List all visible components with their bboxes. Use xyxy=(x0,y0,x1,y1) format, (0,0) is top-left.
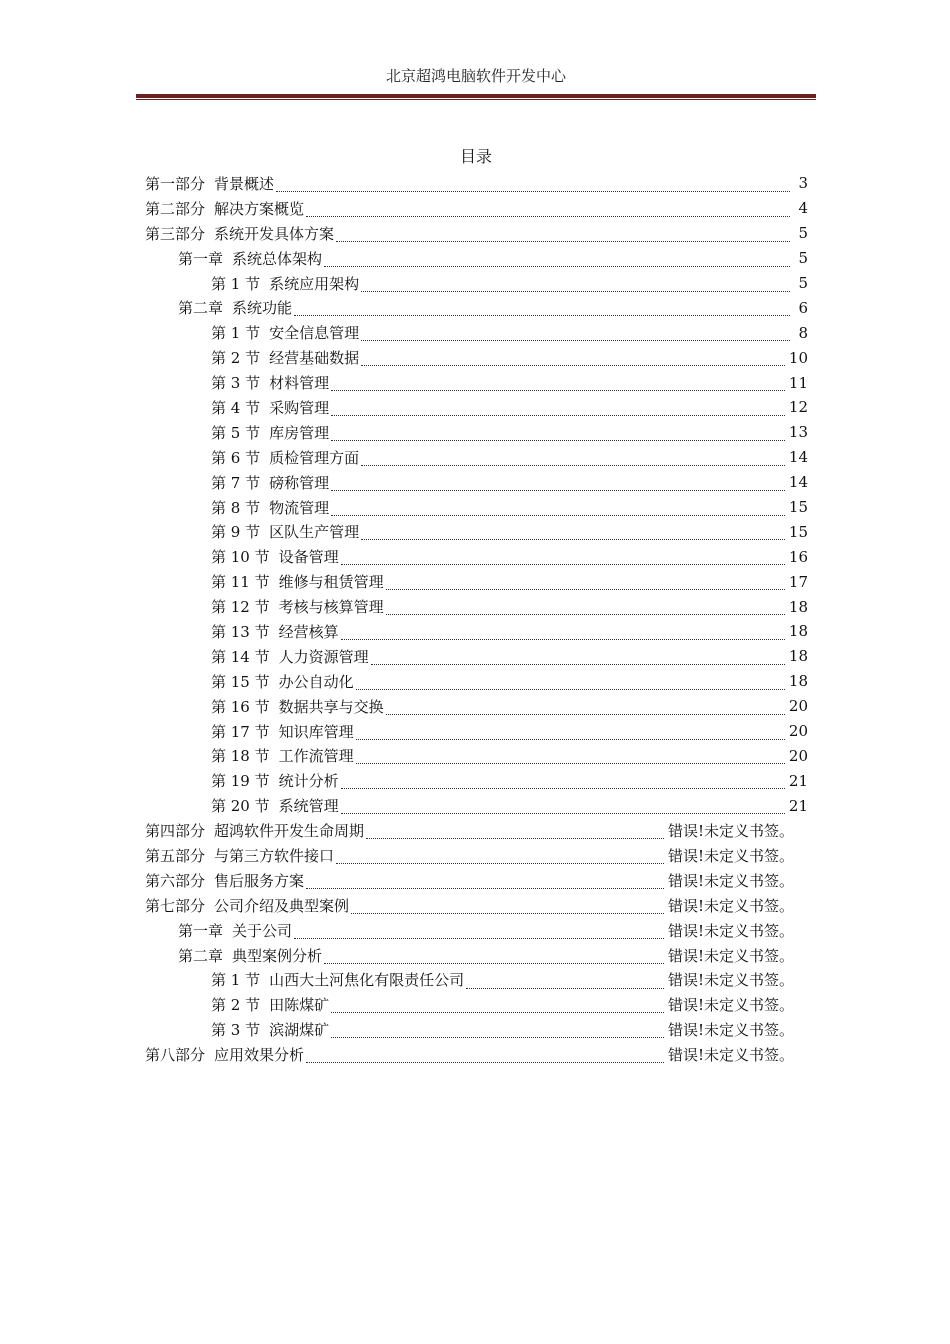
toc-dot-leader xyxy=(294,301,790,316)
toc-entry[interactable] xyxy=(145,719,808,744)
toc-entry-page: 6 xyxy=(798,298,808,317)
toc-entry-number: 第 16 节 xyxy=(211,697,270,716)
toc-entry-number: 第 3 节 xyxy=(211,374,261,393)
toc-dot-leader xyxy=(341,774,785,789)
toc-entry-page: 错误!未定义书签。 xyxy=(668,996,795,1015)
toc-entry-page: 错误!未定义书签。 xyxy=(668,896,795,915)
toc-entry-page: 5 xyxy=(798,274,808,292)
toc-entry-page: 12 xyxy=(788,398,808,417)
toc-dot-leader xyxy=(341,799,785,814)
toc-entry-page: 10 xyxy=(788,348,808,367)
toc-entry-label: 材料管理 xyxy=(269,374,330,393)
toc-entry-number: 第 7 节 xyxy=(211,473,261,492)
toc-entry-number: 第 2 节 xyxy=(211,996,261,1015)
toc-entry-number: 第 12 节 xyxy=(211,598,270,617)
toc-dot-leader xyxy=(386,600,785,615)
toc-entry-page: 错误!未定义书签。 xyxy=(668,946,795,965)
toc-dot-leader xyxy=(306,1048,664,1063)
toc-entry-page: 错误!未定义书签。 xyxy=(668,1021,795,1040)
toc-entry[interactable] xyxy=(145,843,808,868)
toc-dot-leader xyxy=(336,227,790,242)
toc-entry-number: 第一章 xyxy=(178,249,224,268)
toc-entry[interactable] xyxy=(145,295,808,320)
toc-entry[interactable] xyxy=(145,1017,808,1042)
toc-entry-page: 错误!未定义书签。 xyxy=(668,871,795,890)
toc-entry[interactable] xyxy=(145,519,808,544)
toc-entry-number: 第 13 节 xyxy=(211,622,270,641)
toc-entry-label: 滨湖煤矿 xyxy=(269,1021,330,1040)
toc-dot-leader xyxy=(361,451,785,466)
toc-entry-label: 系统开发具体方案 xyxy=(214,224,335,243)
toc-entry-number: 第 2 节 xyxy=(211,349,261,368)
toc-dot-leader xyxy=(331,998,664,1013)
toc-entry[interactable] xyxy=(145,893,808,918)
toc-entry[interactable] xyxy=(145,694,808,719)
toc-entry-page: 8 xyxy=(798,323,808,342)
toc-dot-leader xyxy=(331,376,785,391)
toc-entry[interactable] xyxy=(145,370,808,395)
toc-entry[interactable] xyxy=(145,943,808,968)
toc-entry-number: 第二章 xyxy=(178,299,224,318)
toc-entry[interactable] xyxy=(145,221,808,246)
toc-entry[interactable] xyxy=(145,544,808,569)
toc-entry-number: 第 20 节 xyxy=(211,797,270,816)
toc-title: 目录 xyxy=(459,147,492,166)
toc-entry[interactable] xyxy=(145,320,808,345)
toc-entry-number: 第 1 节 xyxy=(211,324,261,343)
toc-entry-number: 第 6 节 xyxy=(211,448,261,467)
toc-entry[interactable] xyxy=(145,495,808,520)
toc-entry-number: 第 5 节 xyxy=(211,423,261,442)
toc-entry-page: 15 xyxy=(788,522,808,541)
toc-entry[interactable] xyxy=(145,445,808,470)
toc-entry-label: 经营基础数据 xyxy=(269,349,360,368)
toc-entry-number: 第 18 节 xyxy=(211,747,270,766)
table-of-contents xyxy=(145,171,808,1067)
toc-dot-leader xyxy=(306,202,790,217)
toc-dot-leader xyxy=(276,177,790,192)
toc-entry-number: 第 19 节 xyxy=(211,772,270,791)
toc-entry[interactable] xyxy=(145,968,808,993)
toc-entry[interactable] xyxy=(145,246,808,271)
toc-entry-label: 维修与租赁管理 xyxy=(278,573,384,592)
toc-entry[interactable] xyxy=(145,271,808,296)
toc-entry-number: 第二部分 xyxy=(145,199,206,218)
toc-entry-page: 18 xyxy=(788,647,808,666)
toc-entry-page: 错误!未定义书签。 xyxy=(668,822,795,841)
toc-entry-label: 与第三方软件接口 xyxy=(214,846,335,865)
toc-entry-label: 采购管理 xyxy=(269,398,330,417)
toc-entry-label: 区队生产管理 xyxy=(269,523,360,542)
toc-entry[interactable] xyxy=(145,470,808,495)
toc-entry-label: 工作流管理 xyxy=(278,747,354,766)
toc-dot-leader xyxy=(336,849,664,864)
toc-dot-leader xyxy=(294,924,664,939)
toc-entry-number: 第 11 节 xyxy=(211,573,270,592)
toc-entry-label: 田陈煤矿 xyxy=(269,996,330,1015)
toc-entry-number: 第一章 xyxy=(178,921,224,940)
toc-entry[interactable] xyxy=(145,818,808,843)
toc-entry-label: 考核与核算管理 xyxy=(278,598,384,617)
toc-dot-leader xyxy=(324,252,790,267)
toc-entry-page: 20 xyxy=(788,697,808,716)
toc-entry-page: 错误!未定义书签。 xyxy=(668,1046,795,1065)
toc-entry-label: 超鸿软件开发生命周期 xyxy=(214,822,365,841)
toc-entry[interactable] xyxy=(145,569,808,594)
toc-entry-number: 第 17 节 xyxy=(211,722,270,741)
toc-entry-page: 18 xyxy=(788,622,808,641)
toc-entry-label: 背景概述 xyxy=(214,174,275,193)
toc-entry-page: 11 xyxy=(788,373,808,392)
toc-entry-page: 14 xyxy=(788,448,808,467)
toc-entry[interactable] xyxy=(145,644,808,669)
toc-entry-label: 售后服务方案 xyxy=(214,871,305,890)
toc-entry[interactable] xyxy=(145,171,808,196)
toc-entry-label: 库房管理 xyxy=(269,423,330,442)
toc-entry[interactable] xyxy=(145,793,808,818)
toc-entry-label: 系统总体架构 xyxy=(232,249,323,268)
toc-entry-label: 典型案例分析 xyxy=(232,946,323,965)
toc-entry-label: 质检管理方面 xyxy=(269,448,360,467)
toc-entry-label: 磅称管理 xyxy=(269,473,330,492)
toc-entry-page: 15 xyxy=(788,498,808,517)
toc-entry-label: 系统功能 xyxy=(232,299,293,318)
toc-dot-leader xyxy=(356,675,785,690)
toc-entry-number: 第 1 节 xyxy=(211,274,261,293)
toc-entry-label: 应用效果分析 xyxy=(214,1046,305,1065)
toc-entry-label: 统计分析 xyxy=(278,772,339,791)
toc-entry-number: 第 4 节 xyxy=(211,398,261,417)
toc-entry-page: 错误!未定义书签。 xyxy=(668,971,795,990)
toc-entry-number: 第三部分 xyxy=(145,224,206,243)
toc-dot-leader xyxy=(331,501,785,516)
toc-entry-page: 4 xyxy=(798,199,808,218)
toc-entry-page: 5 xyxy=(798,224,808,243)
toc-entry-label: 解决方案概览 xyxy=(214,199,305,218)
toc-entry-number: 第 10 节 xyxy=(211,548,270,567)
toc-entry-number: 第一部分 xyxy=(145,174,206,193)
toc-entry-page: 18 xyxy=(788,597,808,616)
toc-dot-leader xyxy=(361,277,790,292)
toc-entry-number: 第八部分 xyxy=(145,1046,206,1065)
toc-entry-page: 3 xyxy=(798,174,808,193)
toc-entry[interactable] xyxy=(145,594,808,619)
toc-dot-leader xyxy=(341,550,785,565)
toc-entry-number: 第 1 节 xyxy=(211,971,261,990)
toc-entry-page: 14 xyxy=(788,473,808,492)
toc-entry-page: 13 xyxy=(788,423,808,442)
toc-entry[interactable] xyxy=(145,669,808,694)
toc-dot-leader xyxy=(386,575,785,590)
toc-dot-leader xyxy=(466,974,664,989)
toc-entry-label: 经营核算 xyxy=(278,622,339,641)
toc-entry[interactable] xyxy=(145,1042,808,1067)
toc-entry-page: 5 xyxy=(798,249,808,268)
toc-dot-leader xyxy=(351,899,664,914)
toc-entry[interactable] xyxy=(145,868,808,893)
toc-entry[interactable] xyxy=(145,619,808,644)
toc-dot-leader xyxy=(331,426,785,441)
toc-entry-page: 16 xyxy=(788,547,808,566)
toc-entry-label: 山西大土河焦化有限责任公司 xyxy=(269,971,465,990)
page-header-title: 北京超鸿电脑软件开发中心 xyxy=(385,67,566,85)
toc-entry-number: 第六部分 xyxy=(145,871,206,890)
toc-entry-label: 公司介绍及典型案例 xyxy=(214,896,350,915)
toc-dot-leader xyxy=(366,824,664,839)
toc-entry[interactable] xyxy=(145,395,808,420)
toc-entry-label: 知识库管理 xyxy=(278,722,354,741)
toc-dot-leader xyxy=(341,625,785,640)
toc-entry[interactable] xyxy=(145,345,808,370)
toc-dot-leader xyxy=(356,749,785,764)
toc-entry-number: 第二章 xyxy=(178,946,224,965)
toc-entry-number: 第 14 节 xyxy=(211,647,270,666)
toc-dot-leader xyxy=(361,525,785,540)
toc-dot-leader xyxy=(361,326,790,341)
toc-entry-page: 18 xyxy=(788,672,808,691)
toc-entry-page: 错误!未定义书签。 xyxy=(668,921,795,940)
toc-entry-label: 数据共享与交换 xyxy=(278,697,384,716)
toc-dot-leader xyxy=(371,650,785,665)
toc-entry-page: 17 xyxy=(788,572,808,591)
toc-dot-leader xyxy=(331,1023,664,1038)
toc-entry-number: 第七部分 xyxy=(145,896,206,915)
toc-entry-label: 人力资源管理 xyxy=(278,647,369,666)
toc-entry-page: 21 xyxy=(788,771,808,790)
toc-entry-number: 第五部分 xyxy=(145,846,206,865)
toc-entry[interactable] xyxy=(145,196,808,221)
toc-entry-number: 第四部分 xyxy=(145,822,206,841)
toc-entry-page: 20 xyxy=(788,746,808,765)
toc-entry-number: 第 8 节 xyxy=(211,498,261,517)
toc-dot-leader xyxy=(324,949,664,964)
toc-entry[interactable] xyxy=(145,918,808,943)
toc-entry-page: 错误!未定义书签。 xyxy=(668,846,795,865)
toc-entry-label: 设备管理 xyxy=(278,548,339,567)
toc-entry-label: 安全信息管理 xyxy=(269,324,360,343)
toc-entry-number: 第 15 节 xyxy=(211,672,270,691)
toc-entry-label: 办公自动化 xyxy=(278,672,354,691)
toc-dot-leader xyxy=(386,700,785,715)
toc-dot-leader xyxy=(361,351,785,366)
header-rule-thick xyxy=(136,94,816,98)
toc-entry-page: 20 xyxy=(788,722,808,741)
toc-dot-leader xyxy=(306,874,664,889)
toc-entry-label: 关于公司 xyxy=(232,921,293,940)
header-rule-thin xyxy=(136,99,816,100)
toc-dot-leader xyxy=(356,725,785,740)
toc-entry-number: 第 3 节 xyxy=(211,1021,261,1040)
toc-dot-leader xyxy=(331,476,785,491)
toc-entry-label: 系统应用架构 xyxy=(269,274,360,293)
toc-entry[interactable] xyxy=(145,768,808,793)
toc-entry-label: 物流管理 xyxy=(269,498,330,517)
toc-entry[interactable] xyxy=(145,992,808,1017)
toc-entry-page: 21 xyxy=(788,796,808,815)
toc-entry[interactable] xyxy=(145,743,808,768)
toc-entry[interactable] xyxy=(145,420,808,445)
toc-dot-leader xyxy=(331,401,785,416)
toc-entry-label: 系统管理 xyxy=(278,797,339,816)
toc-entry-number: 第 9 节 xyxy=(211,523,261,542)
